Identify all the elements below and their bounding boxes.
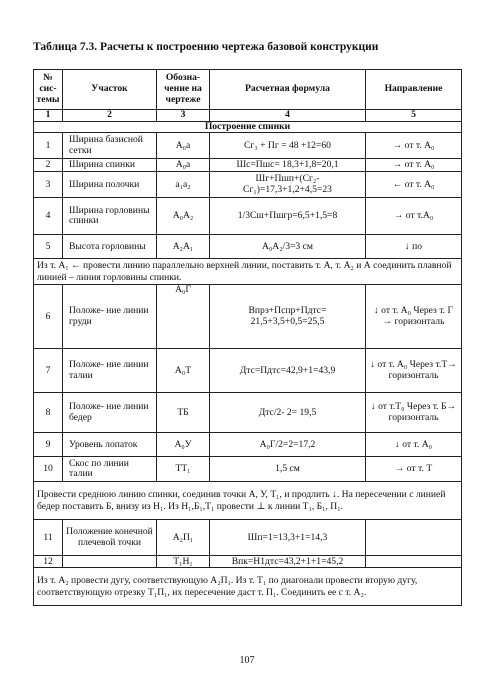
table-row	[34, 433, 462, 457]
page-number: 107	[239, 655, 255, 666]
header-section: Участок	[63, 70, 157, 110]
table-row	[34, 457, 462, 482]
header-designation: Обозна- чение на чертеже	[157, 70, 210, 110]
row-section: Положе- ние линии бедер	[63, 393, 157, 433]
instruction-note: Из т. А₁ ← провести линию параллельно верхней линии, поставить т. А, т. А₂ и А соединить плавной линией – линия горловины спинки.	[34, 259, 462, 285]
row-formula-line: 21,5+3,5+0,5=25,5	[250, 315, 325, 327]
row-direction: → от т. А₀	[366, 133, 462, 159]
row-designation: А₂П₁	[157, 520, 210, 556]
row-num: 3	[34, 172, 63, 198]
row-direction	[366, 520, 462, 556]
row-formula: 1/3Сш+Пшгр=6,5+1,5=8	[210, 198, 366, 235]
row-num: 7	[34, 349, 63, 393]
section-row	[34, 121, 462, 133]
row-num: 10	[34, 457, 63, 482]
row-designation: a₁a₂	[157, 172, 210, 198]
row-formula-line: Впрз+Пспр+Пдтс=	[248, 305, 327, 317]
row-num: 9	[34, 433, 63, 457]
row-num: 2	[34, 159, 63, 172]
row-section: Положе- ние линии груди	[63, 285, 157, 349]
row-section: Положе- ние линии талии	[63, 349, 157, 393]
row-formula: Шс=Пшс= 18,3+1,8=20,1	[210, 159, 366, 172]
instruction-note: Из т. А₂ провести дугу, соответствующую А₂П₁. Из т. Т₁ по диагонали провести вторую дугу, соответствующую отрезку Т₁П₁, их пересечение даст т. П₁. Соединить ее с т. А₂.	[34, 568, 462, 606]
row-formula: Сг₃ + Пг = 48 +12=60	[210, 133, 366, 159]
row-direction: ↓ от т.Т₀ Через т. Б→ горизонталь	[366, 393, 462, 433]
table-row	[34, 556, 462, 568]
header-direction: Направление	[366, 70, 462, 110]
row-num: 5	[34, 235, 63, 259]
row-section: Ширина горловины спинки	[63, 198, 157, 235]
row-designation: А₂А₁	[157, 235, 210, 259]
note-row	[34, 568, 462, 606]
row-designation: А₀а	[157, 133, 210, 159]
row-formula: Дтс=Пдтс=42,9+1=43,9	[210, 349, 366, 393]
row-num: 11	[34, 520, 63, 556]
table-row	[34, 198, 462, 235]
row-formula	[210, 285, 366, 349]
row-section: Ширина базисной сетки	[63, 133, 157, 159]
header-num: № сис- темы	[34, 70, 63, 110]
row-section	[63, 556, 157, 568]
row-designation: Т₁Н₁	[157, 556, 210, 568]
row-direction: → от т. А₀	[366, 159, 462, 172]
table-row	[34, 159, 462, 172]
row-formula: Шг+Пшп+(Сг₂-Сг₁)=17,3+1,2+4,5=23	[210, 172, 366, 198]
row-num: 1	[34, 133, 63, 159]
row-direction: → от т. Т	[366, 457, 462, 482]
row-num: 8	[34, 393, 63, 433]
row-section: Скос по линии талии	[63, 457, 157, 482]
header-row	[34, 70, 462, 110]
table-row	[34, 133, 462, 159]
table-row	[34, 235, 462, 259]
note-row	[34, 259, 462, 285]
row-num: 12	[34, 556, 63, 568]
row-section: Ширина спинки	[63, 159, 157, 172]
row-formula: 1,5 см	[210, 457, 366, 482]
table-row	[34, 172, 462, 198]
index-cell: 2	[63, 110, 157, 122]
row-designation: А₀Г	[157, 285, 210, 349]
row-designation: А₀а	[157, 159, 210, 172]
header-formula: Расчетная формула	[210, 70, 366, 110]
table-row	[34, 393, 462, 433]
note-row	[34, 482, 462, 520]
row-num: 4	[34, 198, 63, 235]
row-formula: Дтс/2- 2= 19,5	[210, 393, 366, 433]
calculation-table	[33, 69, 462, 606]
table-row	[34, 520, 462, 556]
row-section: Высота горловины	[63, 235, 157, 259]
row-formula: Шп=1=13,3+1=14,3	[210, 520, 366, 556]
row-formula: А₀А₂/3=3 см	[210, 235, 366, 259]
index-cell: 3	[157, 110, 210, 122]
row-direction: ↓ от т. А₀	[366, 433, 462, 457]
row-designation: А₀А₂	[157, 198, 210, 235]
index-row	[34, 110, 462, 122]
row-direction	[366, 556, 462, 568]
row-designation: А₀Т	[157, 349, 210, 393]
index-cell: 1	[34, 110, 63, 122]
row-designation: ТБ	[157, 393, 210, 433]
table-row	[34, 349, 462, 393]
row-designation: ТТ₁	[157, 457, 210, 482]
table-title: Таблица 7.3. Расчеты к построению чертежа базовой конструкции	[33, 41, 379, 53]
index-cell: 5	[366, 110, 462, 122]
table-row	[34, 285, 462, 349]
row-section: Уровень лопаток	[63, 433, 157, 457]
row-direction: → от т.А₀	[366, 198, 462, 235]
row-direction: ↓ по	[366, 235, 462, 259]
row-formula: Впк=Н1дтс=43,2+1+1=45,2	[210, 556, 366, 568]
row-formula: А₀Г/2=2=17,2	[210, 433, 366, 457]
row-direction: ↓ от т. А₀ Через т. Г → горизонталь	[366, 285, 462, 349]
row-section: Ширина полочки	[63, 172, 157, 198]
row-designation: А₀У	[157, 433, 210, 457]
section-title: Построение спинки	[34, 121, 462, 133]
index-cell: 4	[210, 110, 366, 122]
row-direction: ↓ от т. А₀ Через т.Т→ горизонталь	[366, 349, 462, 393]
instruction-note: Провести среднюю линию спинки, соединив точки А, У, Т₁, и продлить ↓. На пересечении с линией бедер поставить Б, внизу из Н₁. Из Н₁,Б₁,Т₁ провести ⊥ к линии Т₁, Б₁, П₁.	[34, 482, 462, 520]
row-direction: ← от т. А₀	[366, 172, 462, 198]
row-num: 6	[34, 285, 63, 349]
row-section: Положение конечной плечевой точки	[63, 520, 157, 556]
